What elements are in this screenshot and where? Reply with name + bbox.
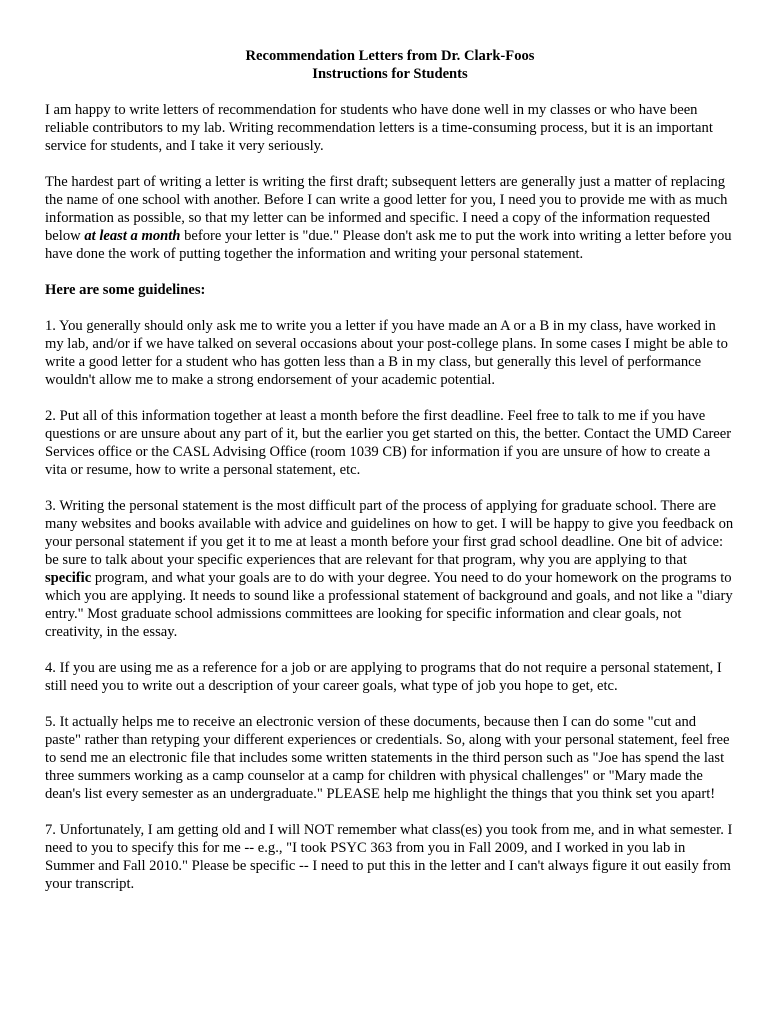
guideline-item-7: 7. Unfortunately, I am getting old and I will NOT remember what class(es) you took from me, and in what semester. I need to you to specify this for me -- e.g., "I took PSYC 363 from you in Fall 2009, and I worked in you lab in Summer and Fall 2010." Please be specific -- I need to put this in the letter and I can't always figure it out easily from your transcript.: [45, 822, 733, 892]
page-subtitle: Instructions for Students: [312, 66, 468, 82]
first-draft-text-after: before your letter is "due." Please don't ask me to put the work into writing a letter before you have done the work of putting together the information and writing your personal statement.: [45, 228, 732, 262]
guideline-item-1: 1. You generally should only ask me to write you a letter if you have made an A or a B in my class, have worked in my lab, and/or if we have talked on several occasions about your post-college plans. In some cases I might be able to write a good letter for a student who has gotten less than a B in my class, but generally this level of performance wouldn't allow me to make a strong endorsement of your academic potential.: [45, 318, 728, 388]
guidelines-heading: Here are some guidelines:: [45, 282, 206, 298]
guideline-item-3: [45, 497, 735, 641]
guideline-item-3-before: 3. Writing the personal statement is the most difficult part of the process of applying for graduate school. There are many websites and books available with advice and guidelines on how to get. I will be happy to give you feedback on your personal statement if you get it to me at least a month before your first grad school deadline. One bit of advice: be sure to talk about your specific experiences that are relevant for that program, why you are applying to that: [45, 498, 734, 568]
guideline-item-2: 2. Put all of this information together at least a month before the first deadline. Feel free to talk to me if you have questions or are unsure about any part of it, but the earlier you get started on this, the better. Contact the UMD Career Services office or the CASL Advising Office (room 1039 CB) for information if you are unsure of how to create a vita or resume, how to write a personal statement, etc.: [45, 408, 732, 478]
document-header: [45, 47, 735, 83]
specific-emphasis: specific: [45, 570, 92, 586]
first-draft-paragraph: [45, 173, 735, 263]
document-page: [45, 47, 735, 893]
intro-paragraph: I am happy to write letters of recommendation for students who have done well in my classes or who have been reliable contributors to my lab. Writing recommendation letters is a time-consuming process, but it is an important service for students, and I take it very seriously.: [45, 102, 713, 154]
page-title: Recommendation Letters from Dr. Clark-Foos: [245, 48, 535, 64]
deadline-emphasis: at least a month: [84, 228, 181, 244]
first-draft-text-before: The hardest part of writing a letter is writing the first draft; subsequent letters are generally just a matter of replacing the name of one school with another. Before I can write a good letter for you, I need you to provide me with as much information as possible, so that my letter can be informed and specific. I need a copy of the information requested below: [45, 174, 728, 244]
guideline-item-5: 5. It actually helps me to receive an electronic version of these documents, because then I can do some "cut and paste" rather than retyping your different experiences or credentials. So, along with your personal statement, feel free to send me an electronic file that includes some written statements in the third person such as "Joe has spend the last three summers working as a camp counselor at a camp for children with physical challenges" or "Mary made the dean's list every semester as an undergraduate." PLEASE help me highlight the things that you think set you apart!: [45, 714, 730, 802]
guideline-item-4: 4. If you are using me as a reference for a job or are applying to programs that do not require a personal statement, I still need you to write out a description of your career goals, what type of job you hope to get, etc.: [45, 660, 722, 694]
guideline-item-3-after: program, and what your goals are to do with your degree. You need to do your homework on the programs to which you are applying. It needs to sound like a professional statement of background and goals, and not like a "diary entry." Most graduate school admissions committees are looking for specific information and clear goals, not creativity, in the essay.: [45, 570, 733, 640]
